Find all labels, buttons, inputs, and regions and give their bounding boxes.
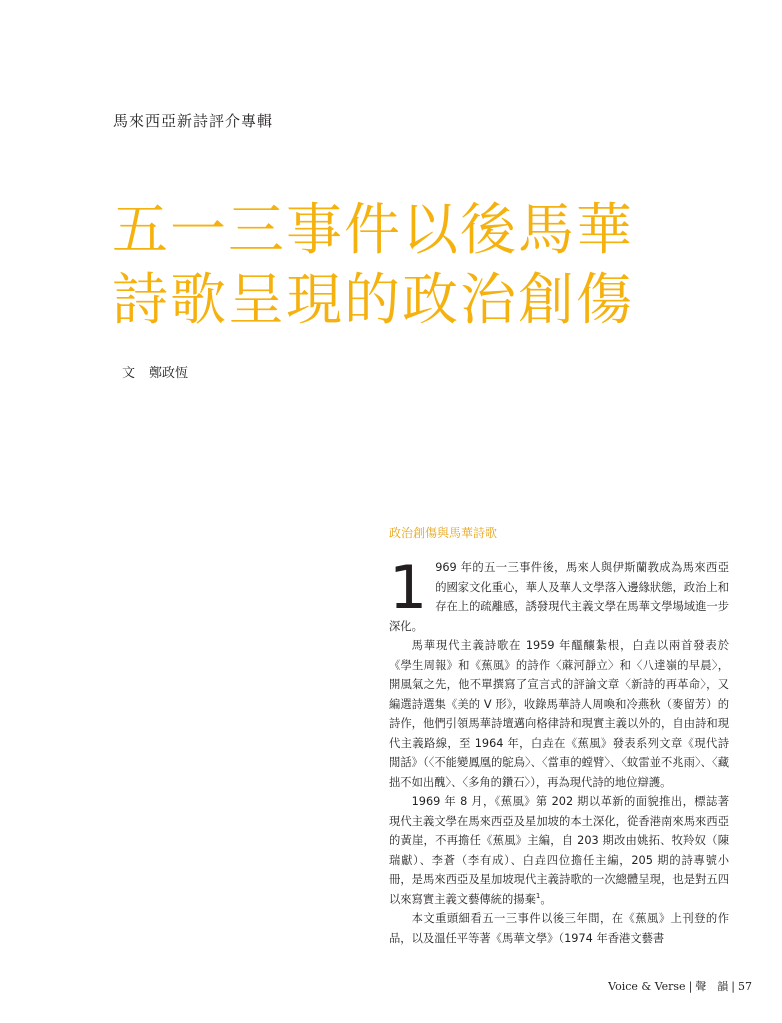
paragraph-1-text: 969 年的五一三事件後，馬來人與伊斯蘭教成為馬來西亞的國家文化重心，華人及華人文學落入邊緣狀態，政治上和存在上的疏離感，誘發現代主義文學在馬華文學場域進一步深化。 — [389, 561, 729, 633]
byline-label: 文 — [122, 366, 136, 381]
article-body — [389, 553, 729, 948]
page-number: 57 — [738, 980, 752, 993]
page-footer: Voice & Verse | 聲 韻 | 57 — [608, 980, 752, 993]
magazine-name-zh: 聲 韻 — [695, 980, 729, 993]
byline — [122, 362, 188, 381]
article-title — [112, 196, 634, 336]
paragraph-3-text: 1969 年 8 月，《蕉風》第 202 期以革新的面貌推出，標誌著現代主義文學在馬來西亞及星加坡的本土深化，從香港南來馬來西亞的黃崖，不再擔任《蕉風》主編，自 203 期改由姚拓、牧羚奴（陳瑞獻）、李蒼（李有成）、白垚四位擔任主編，205 期的詩專號小冊，是馬來西亞及星加坡現代主義詩歌的一次總體呈現，也是對五四以來寫實主義文藝傳統的揚棄 — [389, 795, 729, 906]
drop-cap: 1 — [389, 553, 428, 623]
title-line-2: 詩歌呈現的政治創傷 — [112, 268, 634, 333]
magazine-name-en: Voice & Verse — [608, 980, 686, 993]
paragraph-4: 本文重頭細看五一三事件以後三年間，在《蕉風》上刊登的作品，以及溫任平等著《馬華文學》（1974 年香港文藝書 — [389, 912, 729, 945]
paragraph-1 — [389, 553, 729, 636]
title-line-1: 五一三事件以後馬華 — [112, 198, 634, 263]
section-label: 馬來西亞新詩評介專輯 — [113, 112, 274, 130]
paragraph-3 — [389, 792, 729, 909]
author-name: 鄭政恆 — [149, 366, 189, 381]
section-subheading: 政治創傷與馬華詩歌 — [389, 526, 498, 540]
footnote-marker[interactable]: 1 — [535, 891, 541, 900]
paragraph-2: 馬華現代主義詩歌在 1959 年醞釀紮根，白垚以兩首發表於《學生周報》和《蕉風》的詩作〈蔴河靜立〉和〈八達嶺的早晨〉，開風氣之先，他不單撰寫了宣言式的評論文章〈新詩的再革命〉，又編選詩選集《美的 V 形》，收錄馬華詩人周喚和冷燕秋（麥留芳）的詩作，他們引領馬華詩壇邁向格律詩和現實主義以外的，自由詩和現代主義路線，至 1964 年，白垚在《蕉風》發表系列文章《現代詩閒話》（〈不能變鳳凰的鴕鳥〉、〈當車的螳臂〉、〈蚊雷並不兆雨〉、〈藏拙不如出醜〉、〈多角的鑽石〉），再為現代詩的地位辯護。 — [389, 639, 729, 789]
paragraph-3-end: 。 — [540, 892, 552, 906]
